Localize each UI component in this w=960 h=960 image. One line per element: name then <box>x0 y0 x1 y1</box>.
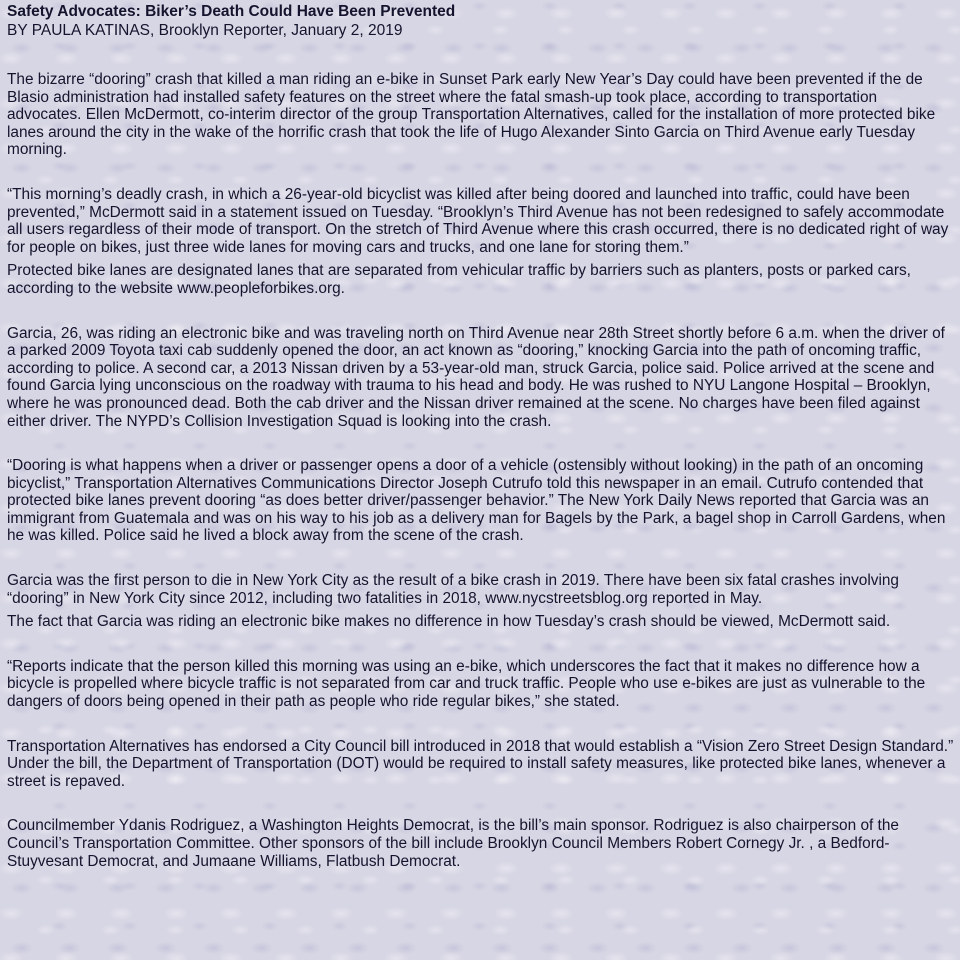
paragraph-8: “Reports indicate that the person killed this morning was using an e-bike, which underscores the fact that it makes no difference how a bicycle is propelled where bicycle traffic is not separated from car and truck traffic. People who use e-bikes are just as vulnerable to the dangers of doors being opened in their path as people who ride regular bikes,” she stated. <box>7 657 926 711</box>
paragraph-6: Garcia was the first person to die in New York City as the result of a bike crash in 2019. There have been six fatal crashes involving “dooring” in New York City since 2012, including two fatalities in 2018, www.nycstreetsblog.org reported in May. <box>7 572 899 607</box>
article-byline: BY PAULA KATINAS, Brooklyn Reporter, January 2, 2019 <box>7 22 403 39</box>
paragraph-4: Garcia, 26, was riding an electronic bike and was traveling north on Third Avenue near 28th Street shortly before 6 a.m. when the driver of a parked 2009 Toyota taxi cab suddenly opened the door, an act known as “dooring,” knocking Garcia into the path of oncoming traffic, according to police. A second car, a 2013 Nissan driven by a 53-year-old man, struck Garcia, police said. Police arrived at the scene and found Garcia lying unconscious on the roadway with trauma to his head and body. He was rushed to NYU Langone Hospital – Brooklyn, where he was pronounced dead. Both the cab driver and the Nissan driver remained at the scene. No charges have been filed against either driver. The NYPD’s Collision Investigation Squad is looking into the crash. <box>7 324 945 430</box>
paragraph-7: The fact that Garcia was riding an electronic bike makes no difference in how Tuesday’s crash should be viewed, McDermott said. <box>7 613 891 631</box>
article <box>7 2 955 870</box>
paragraph-1: The bizarre “dooring” crash that killed a man riding an e-bike in Sunset Park early New Year’s Day could have been prevented if the de Blasio administration had installed safety features on the street where the fatal smash-up took place, according to transportation advocates. Ellen McDermott, co-interim director of the group Transportation Alternatives, called for the installation of more protected bike lanes around the city in the wake of the horrific crash that took the life of Hugo Alexander Sinto Garcia on Third Avenue early Tuesday morning. <box>7 71 936 159</box>
paragraph-5: “Dooring is what happens when a driver or passenger opens a door of a vehicle (ostensibly without looking) in the path of an oncoming bicyclist,” Transportation Alternatives Communications Director Joseph Cutrufo told this newspaper in an email. Cutrufo contended that protected bike lanes prevent dooring “as does better driver/passenger behavior.” The New York Daily News reported that Garcia was an immigrant from Guatemala and was on his way to his job as a delivery man for Bagels by the Park, a bagel shop in Carroll Gardens, when he was killed. Police said he lived a block away from the scene of the crash. <box>7 457 946 545</box>
paragraph-10: Councilmember Ydanis Rodriguez, a Washington Heights Democrat, is the bill’s main sponsor. Rodriguez is also chairperson of the Council’s Transportation Committee. Other sponsors of the bill include Brooklyn Council Members Robert Cornegy Jr. , a Bedford-Stuyvesant Democrat, and Jumaane Williams, Flatbush Democrat. <box>7 817 899 870</box>
paragraph-2: “This morning’s deadly crash, in which a 26-year-old bicyclist was killed after being doored and launched into traffic, could have been prevented,” McDermott said in a statement issued on Tuesday. “Brooklyn’s Third Avenue has not been redesigned to safely accommodate all users regardless of their mode of transport. On the stretch of Third Avenue where this crash occurred, there is no dedicated right of way for people on bikes, just three wide lanes for moving cars and trucks, and one lane for storing them.” <box>7 185 949 256</box>
paragraph-9: Transportation Alternatives has endorsed a City Council bill introduced in 2018 that would establish a “Vision Zero Street Design Standard.” Under the bill, the Department of Transportation (DOT) would be required to install safety measures, like protected bike lanes, whenever a street is repaved. <box>7 737 954 790</box>
article-headline: Safety Advocates: Biker’s Death Could Have Been Prevented <box>7 3 456 20</box>
paragraph-3: Protected bike lanes are designated lanes that are separated from vehicular traffic by barriers such as planters, posts or parked cars, according to the website www.peopleforbikes.org. <box>7 262 911 297</box>
